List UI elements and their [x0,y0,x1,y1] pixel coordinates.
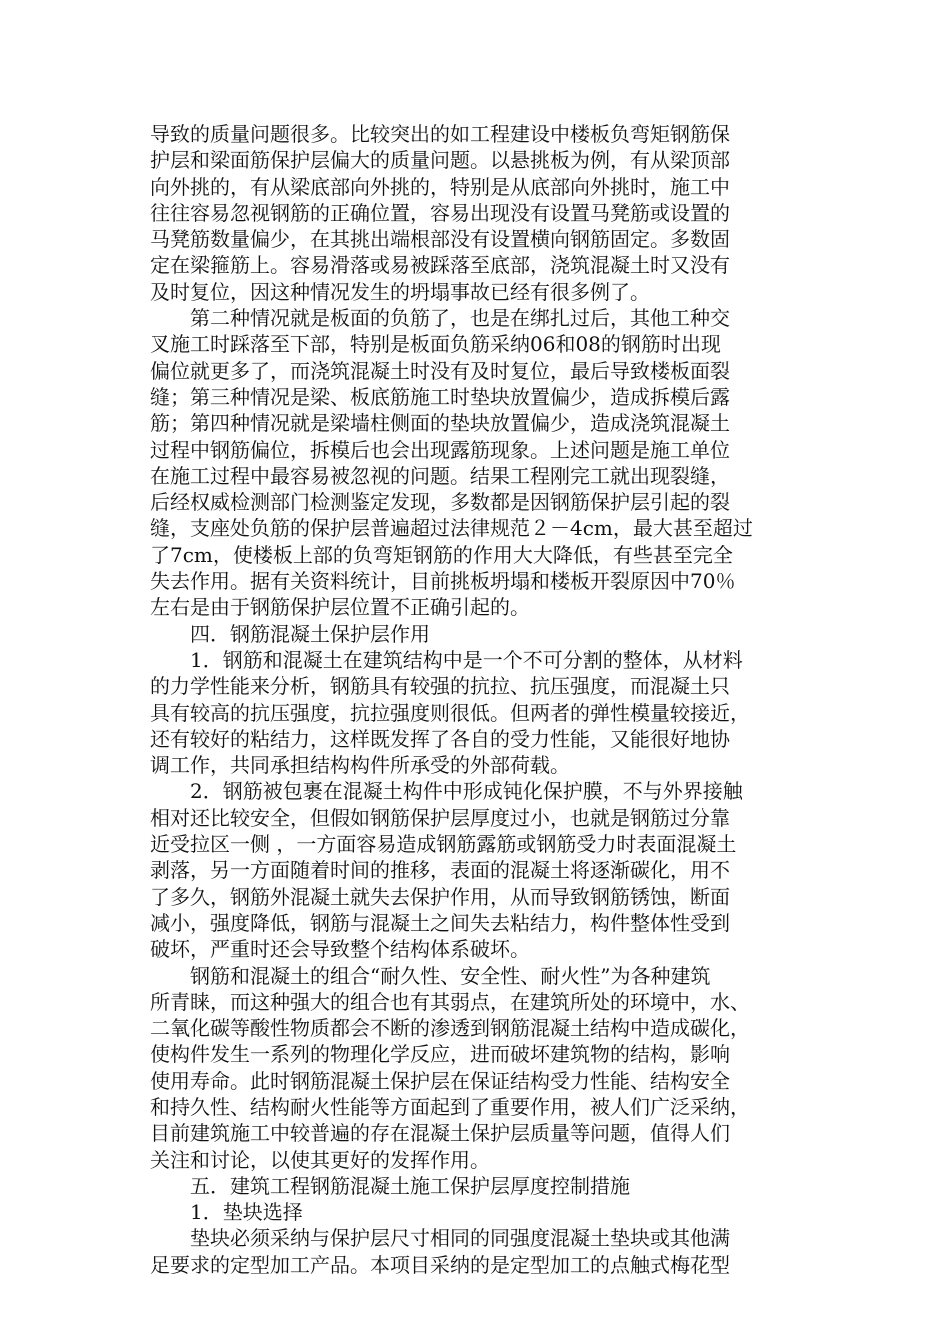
section-heading: 五．建筑工程钢筋混凝土施工保护层厚度控制措施 [150,1173,630,1198]
text-line: 钢筋和混凝土的组合“耐久性、安全性、耐火性”为各种建筑 [150,963,711,988]
text-line: 左右是由于钢筋保护层位置不正确引起的。 [150,595,530,620]
text-line: 偏位就更多了，而浇筑混凝土时没有及时复位，最后导致楼板面裂 [150,358,730,383]
text-line: 叉施工时踩落至下部，特别是板面负筋采纳06和08的钢筋时出现 [150,332,721,357]
text-line: 导致的质量问题很多。比较突出的如工程建设中楼板负弯矩钢筋保 [150,122,730,146]
subsection-heading: 1．垫块选择 [150,1200,303,1225]
text-line: 缝，支座处负筋的保护层普遍超过法律规范２－4cm，最大甚至超过 [150,516,753,541]
text-line: 的力学性能来分析，钢筋具有较强的抗拉、抗压强度，而混凝土只 [150,674,730,699]
text-line: 缝；第三种情况是梁、板底筋施工时垫块放置偏少，造成拆模后露 [150,384,730,409]
text-line: 了7cm，使楼板上部的负弯矩钢筋的作用大大降低，有些甚至完全 [150,542,733,567]
text-line: 往往容易忽视钢筋的正确位置，容易出现没有设置马凳筋或设置的 [150,200,730,225]
text-line: 足要求的定型加工产品。本项目采纳的是定型加工的点触式梅花型 [150,1252,730,1277]
text-line: 使构件发生一系列的物理化学反应，进而破坏建筑物的结构，影响 [150,1042,730,1067]
document-body [150,121,810,1278]
text-line: 减小，强度降低，钢筋与混凝土之间失去粘结力，构件整体性受到 [150,910,730,935]
text-line: 失去作用。据有关资料统计，目前挑板坍塌和楼板开裂原因中70％ [150,569,736,594]
text-line: 具有较高的抗压强度，抗拉强度则很低。但两者的弹性模量较接近， [150,700,750,725]
text-line: 和持久性、结构耐火性能等方面起到了重要作用，被人们广泛采纳， [150,1094,750,1119]
text-line: 二氧化碳等酸性物质都会不断的渗透到钢筋混凝土结构中造成碳化， [150,1016,750,1041]
text-line: 定在梁箍筋上。容易滑落或易被踩落至底部，浇筑混凝土时又没有 [150,253,730,278]
text-line: 目前建筑施工中较普遍的存在混凝土保护层质量等问题，值得人们 [150,1121,730,1146]
text-line: 关注和讨论，以使其更好的发挥作用。 [150,1147,490,1172]
text-line: 剥落，另一方面随着时间的推移，表面的混凝土将逐渐碳化，用不 [150,858,730,883]
text-line: 破坏，严重时还会导致整个结构体系破坏。 [150,937,530,962]
text-line: 第二种情况就是板面的负筋了，也是在绑扎过后，其他工种交 [150,306,730,331]
text-line: 垫块必须采纳与保护层尺寸相同的同强度混凝土垫块或其他满 [150,1226,730,1251]
text-line: 还有较好的粘结力，这样既发挥了各自的受力性能，又能很好地协 [150,726,730,751]
text-line: 2．钢筋被包裹在混凝土构件中形成钝化保护膜，不与外界接触 [150,779,743,804]
section-heading: 四．钢筋混凝土保护层作用 [150,621,430,646]
text-line: 护层和梁面筋保护层偏大的质量问题。以悬挑板为例，有从梁顶部 [150,148,730,173]
text-line: 后经权威检测部门检测鉴定发现，多数都是因钢筋保护层引起的裂 [150,490,730,515]
text-line: 相对还比较安全，但假如钢筋保护层厚度过小，也就是钢筋过分靠 [150,805,730,830]
text-line: 使用寿命。此时钢筋混凝土保护层在保证结构受力性能、结构安全 [150,1068,730,1093]
text-line: 及时复位，因这种情况发生的坍塌事故已经有很多例了。 [150,279,650,304]
text-line: 马凳筋数量偏少，在其挑出端根部没有设置横向钢筋固定。多数固 [150,227,730,252]
text-line: 近受拉区一侧 ，一方面容易造成钢筋露筋或钢筋受力时表面混凝土 [150,832,737,857]
text-line: 调工作，共同承担结构构件所承受的外部荷载。 [150,753,570,778]
text-line: 向外挑的，有从梁底部向外挑的，特别是从底部向外挑时，施工中 [150,174,730,199]
text-line: 筋；第四种情况就是梁墙柱侧面的垫块放置偏少，造成浇筑混凝土 [150,411,730,436]
text-line: 了多久，钢筋外混凝土就失去保护作用，从而导致钢筋锈蚀，断面 [150,884,730,909]
text-line: 在施工过程中最容易被忽视的问题。结果工程刚完工就出现裂缝， [150,463,730,488]
text-line: 所青睐，而这种强大的组合也有其弱点，在建筑所处的环境中，水、 [150,989,750,1014]
text-line: 1．钢筋和混凝土在建筑结构中是一个不可分割的整体，从材料 [150,647,743,672]
text-line: 过程中钢筋偏位，拆模后也会出现露筋现象。上述问题是施工单位 [150,437,730,462]
